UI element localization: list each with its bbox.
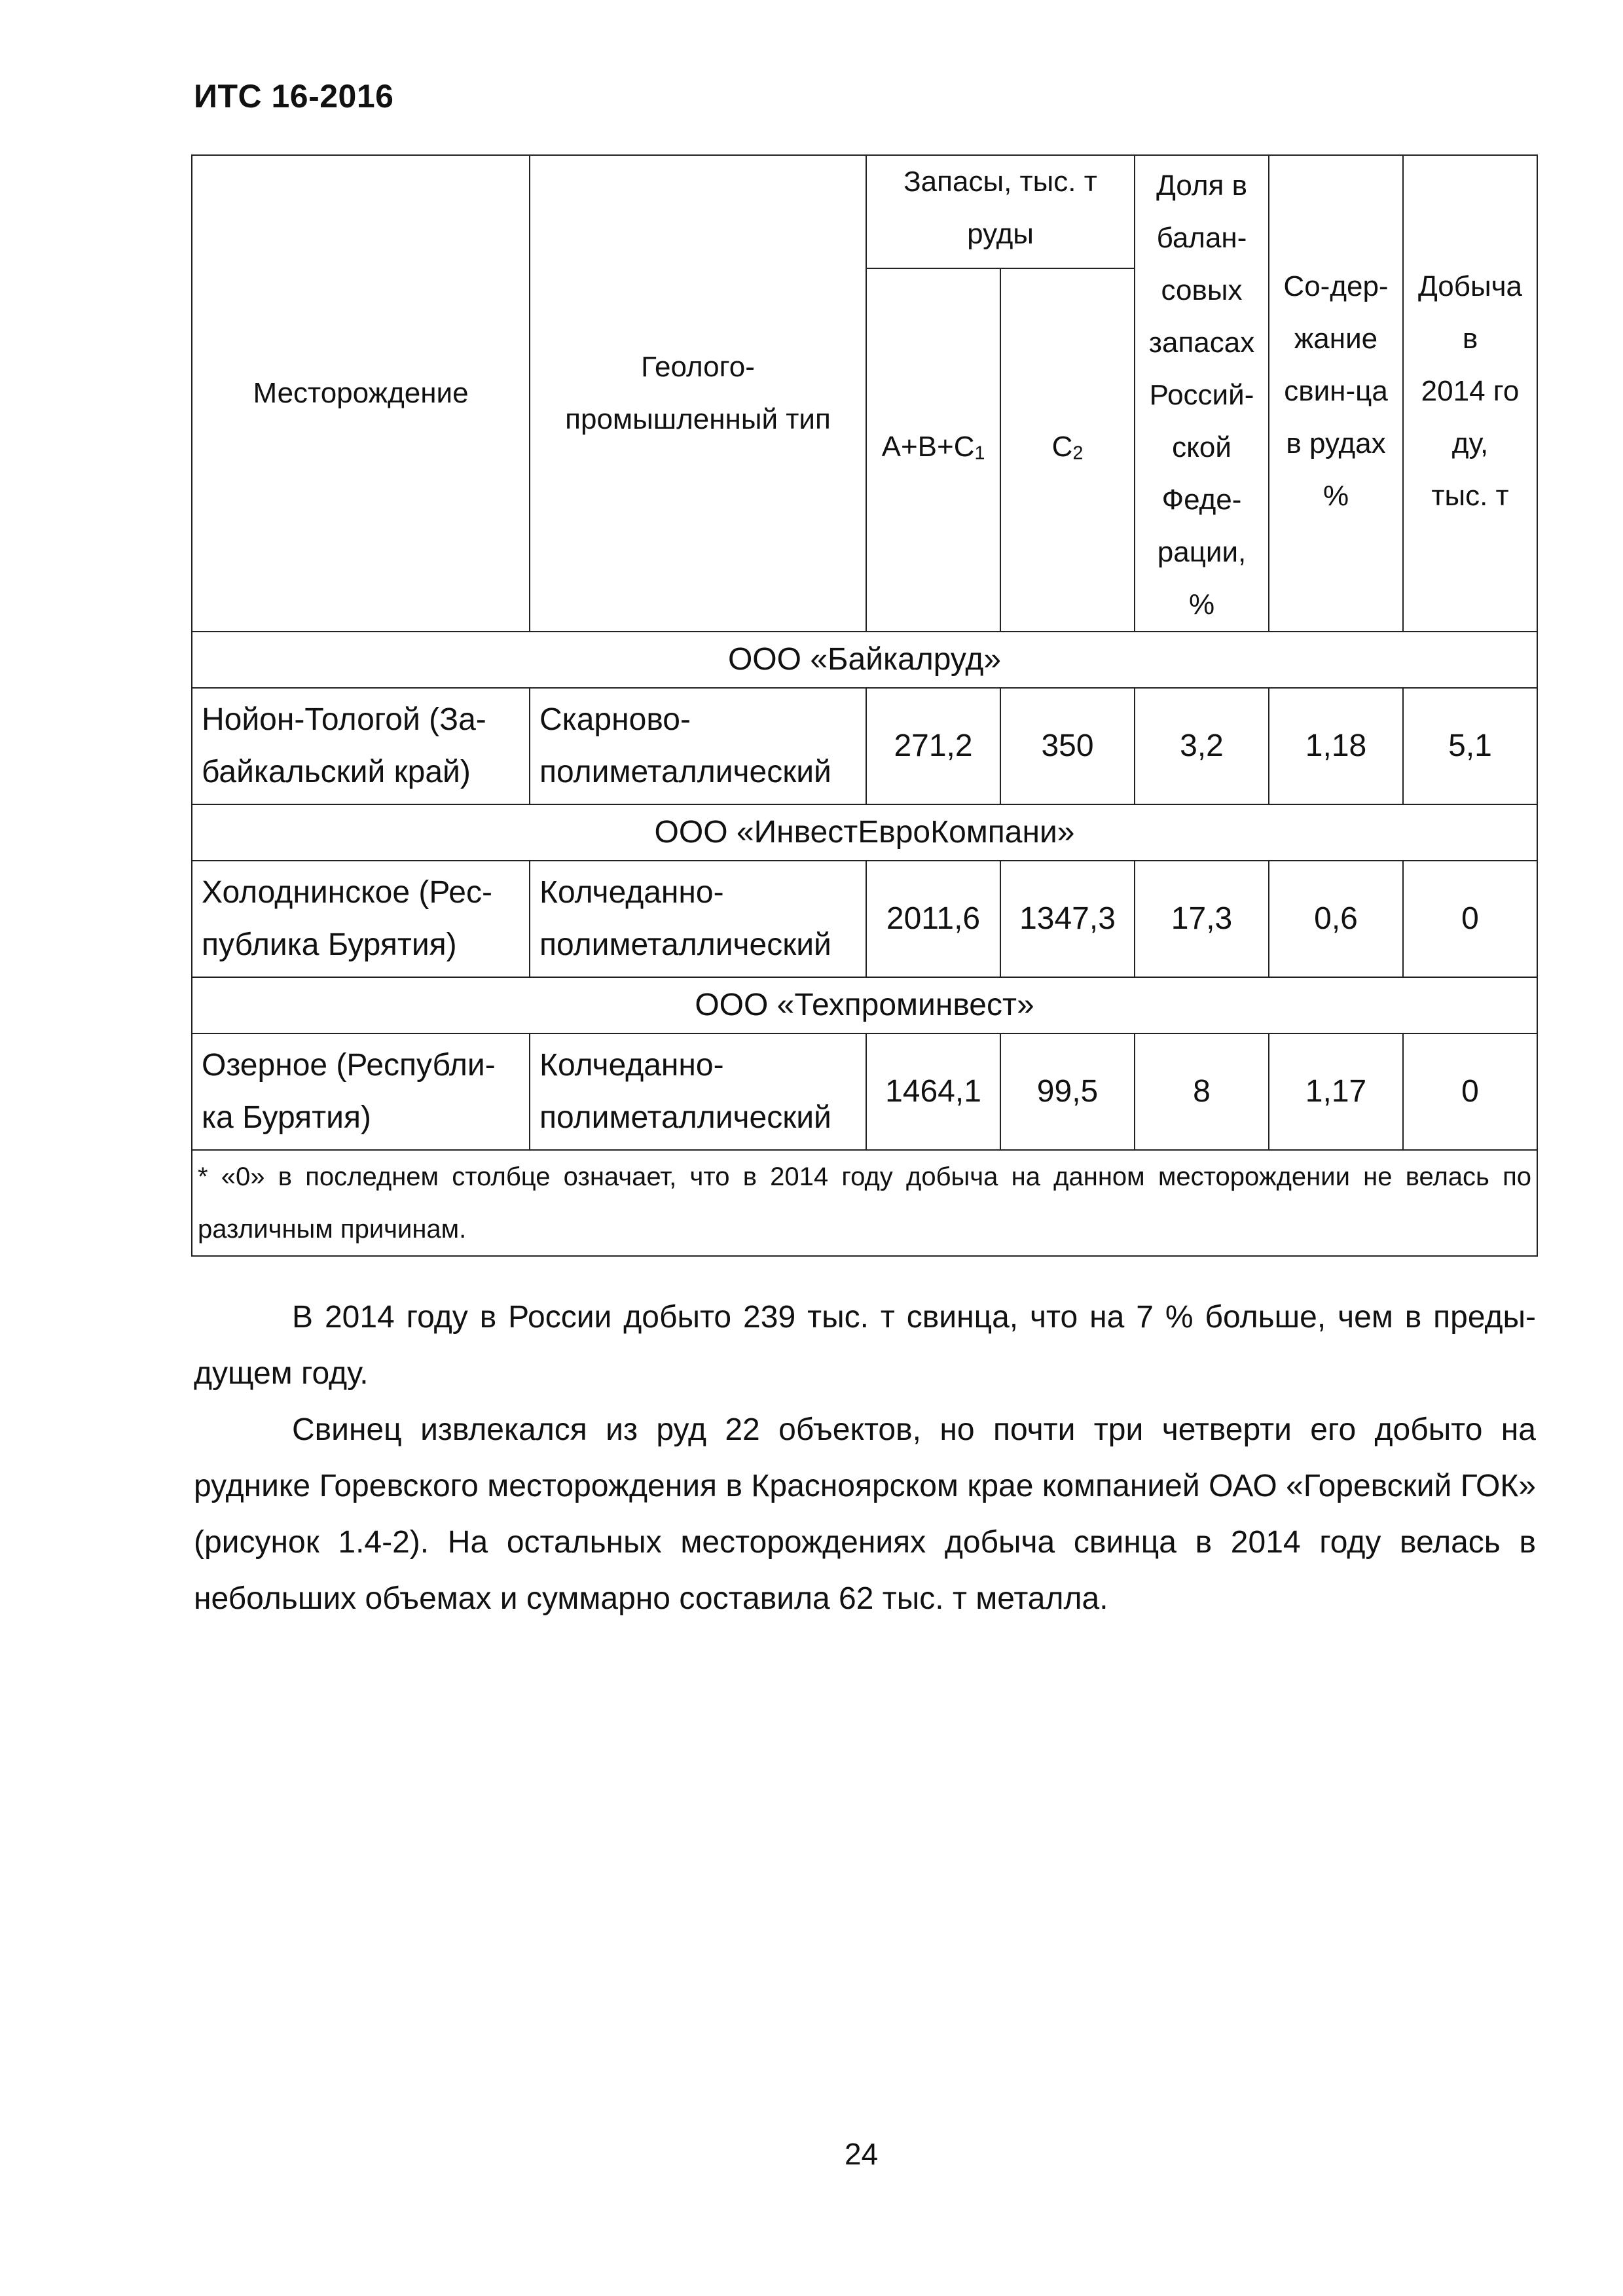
page-number: 24 — [845, 2137, 879, 2171]
header-c2: $С_2$ — [1000, 268, 1135, 632]
abc1-cell: 271,2 — [866, 688, 1000, 804]
production-cell: 5,1 — [1403, 688, 1537, 804]
content-cell: 0,6 — [1269, 861, 1403, 977]
content-cell: 1,18 — [1269, 688, 1403, 804]
company-row: ООО «Техпроминвест» — [192, 977, 1537, 1033]
content-cell: 1,17 — [1269, 1033, 1403, 1150]
type-cell: Скарново- полиметаллический — [530, 688, 866, 804]
header-share: Доля в балан- совых запасах Россий- ской Феде- рации, % — [1135, 155, 1269, 632]
table-row — [192, 861, 1537, 977]
header-production-2014: Добыча в 2014 го ду, тыс. т — [1403, 155, 1537, 632]
header-lead-content: Со-дер- жание свин-ца в рудах % — [1269, 155, 1403, 632]
header-abc1: $А+В+С_1$ — [866, 268, 1000, 632]
c2-cell: 1347,3 — [1000, 861, 1135, 977]
document-code: ИТС 16-2016 — [194, 78, 394, 115]
c2-cell: 99,5 — [1000, 1033, 1135, 1150]
deposit-cell: Холоднинское (Рес- публика Бурятия) — [192, 861, 530, 977]
table-row — [192, 1033, 1537, 1150]
deposit-cell: Нойон-Тологой (За- байкальский край) — [192, 688, 530, 804]
header-reserves: Запасы, тыс. т руды — [866, 155, 1135, 268]
abc1-cell: 2011,6 — [866, 861, 1000, 977]
type-cell: Колчеданно- полиметаллический — [530, 861, 866, 977]
type-cell: Колчеданно- полиметаллический — [530, 1033, 866, 1150]
deposits-table — [191, 154, 1538, 1257]
production-cell: 0 — [1403, 1033, 1537, 1150]
paragraph-1: В 2014 году в России добыто 239 тыс. т свинца, что на 7 % больше, чем в преды-дущем году. — [194, 1300, 1536, 1391]
share-cell: 3,2 — [1135, 688, 1269, 804]
company-row: ООО «ИнвестЕвроКомпани» — [192, 804, 1537, 861]
c2-cell: 350 — [1000, 688, 1135, 804]
table-header-row — [192, 155, 1537, 268]
production-cell: 0 — [1403, 861, 1537, 977]
table-footnote: * «0» в последнем столбце означает, что в 2014 году добыча на данном месторождении не велась по различным причинам. — [192, 1150, 1537, 1256]
paragraph-2: Свинец извлекался из руд 22 объектов, но почти три четверти его добыто на руднике Горевского месторождения в Красноярском крае компанией ОАО «Горевский ГОК» (рисунок 1.4-2). На остальных месторождениях добыча свинца в 2014 году велась в небольших объемах и суммарно составила 62 тыс. т металла. — [194, 1412, 1536, 1616]
share-cell: 17,3 — [1135, 861, 1269, 977]
table-footnote-row — [192, 1150, 1537, 1256]
abc1-cell: 1464,1 — [866, 1033, 1000, 1150]
company-row: ООО «Байкалруд» — [192, 632, 1537, 688]
share-cell: 8 — [1135, 1033, 1269, 1150]
table-row — [192, 688, 1537, 804]
header-geo-type: Геолого- промышленный тип — [530, 155, 866, 632]
header-deposit: Месторождение — [192, 155, 530, 632]
deposit-cell: Озерное (Республи- ка Бурятия) — [192, 1033, 530, 1150]
